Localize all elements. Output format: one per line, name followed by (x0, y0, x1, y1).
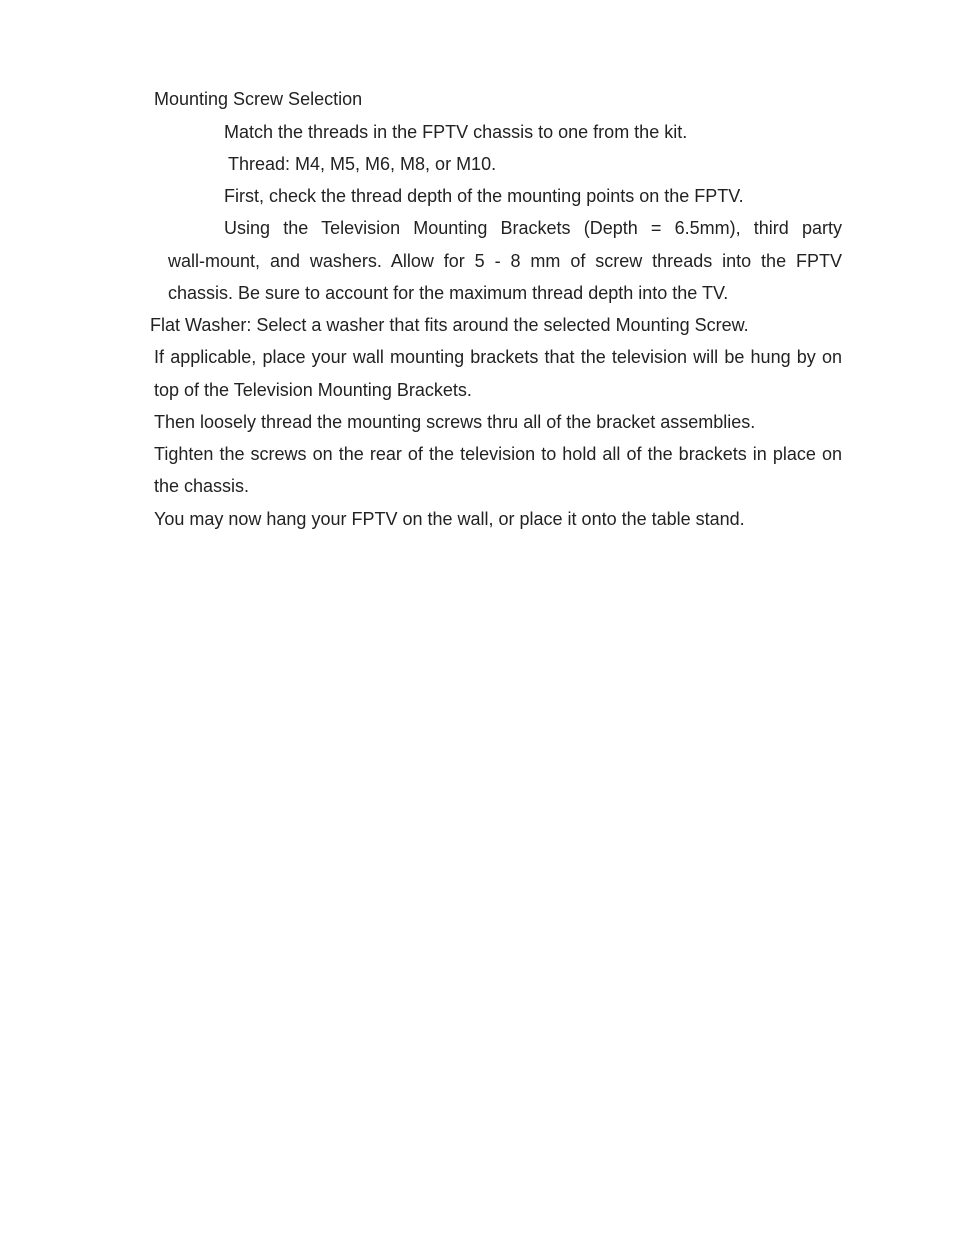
instruction-hang: You may now hang your FPTV on the wall, or place it onto the table stand. (154, 509, 745, 529)
instruction-loosely-thread: Then loosely thread the mounting screws thru all of the bracket assemblies. (154, 412, 756, 432)
instruction-thread-sizes: Thread: M4, M5, M6, M8, or M10. (228, 154, 497, 174)
section-heading: Mounting Screw Selection (154, 89, 363, 109)
instruction-tighten-line-2: the chassis. (154, 476, 250, 496)
instruction-applicable-line-2: top of the Television Mounting Brackets. (154, 380, 472, 400)
instruction-match-threads: Match the threads in the FPTV chassis to one from the kit. (224, 122, 688, 142)
instruction-brackets-line-1: Using the Television Mounting Brackets (Depth = 6.5mm), third party (224, 218, 842, 238)
instruction-brackets-line-2: wall-mount, and washers. Allow for 5 - 8 mm of screw threads into the FPTV (168, 251, 842, 271)
instruction-check-depth: First, check the thread depth of the mounting points on the FPTV. (224, 186, 744, 206)
instruction-brackets-line-3: chassis. Be sure to account for the maximum thread depth into the TV. (168, 283, 729, 303)
instruction-tighten-line-1: Tighten the screws on the rear of the television to hold all of the brackets in place on (154, 444, 842, 464)
instruction-applicable-line-1: If applicable, place your wall mounting brackets that the television will be hung by on (154, 347, 842, 367)
instruction-flat-washer: Flat Washer: Select a washer that fits around the selected Mounting Screw. (150, 315, 749, 335)
